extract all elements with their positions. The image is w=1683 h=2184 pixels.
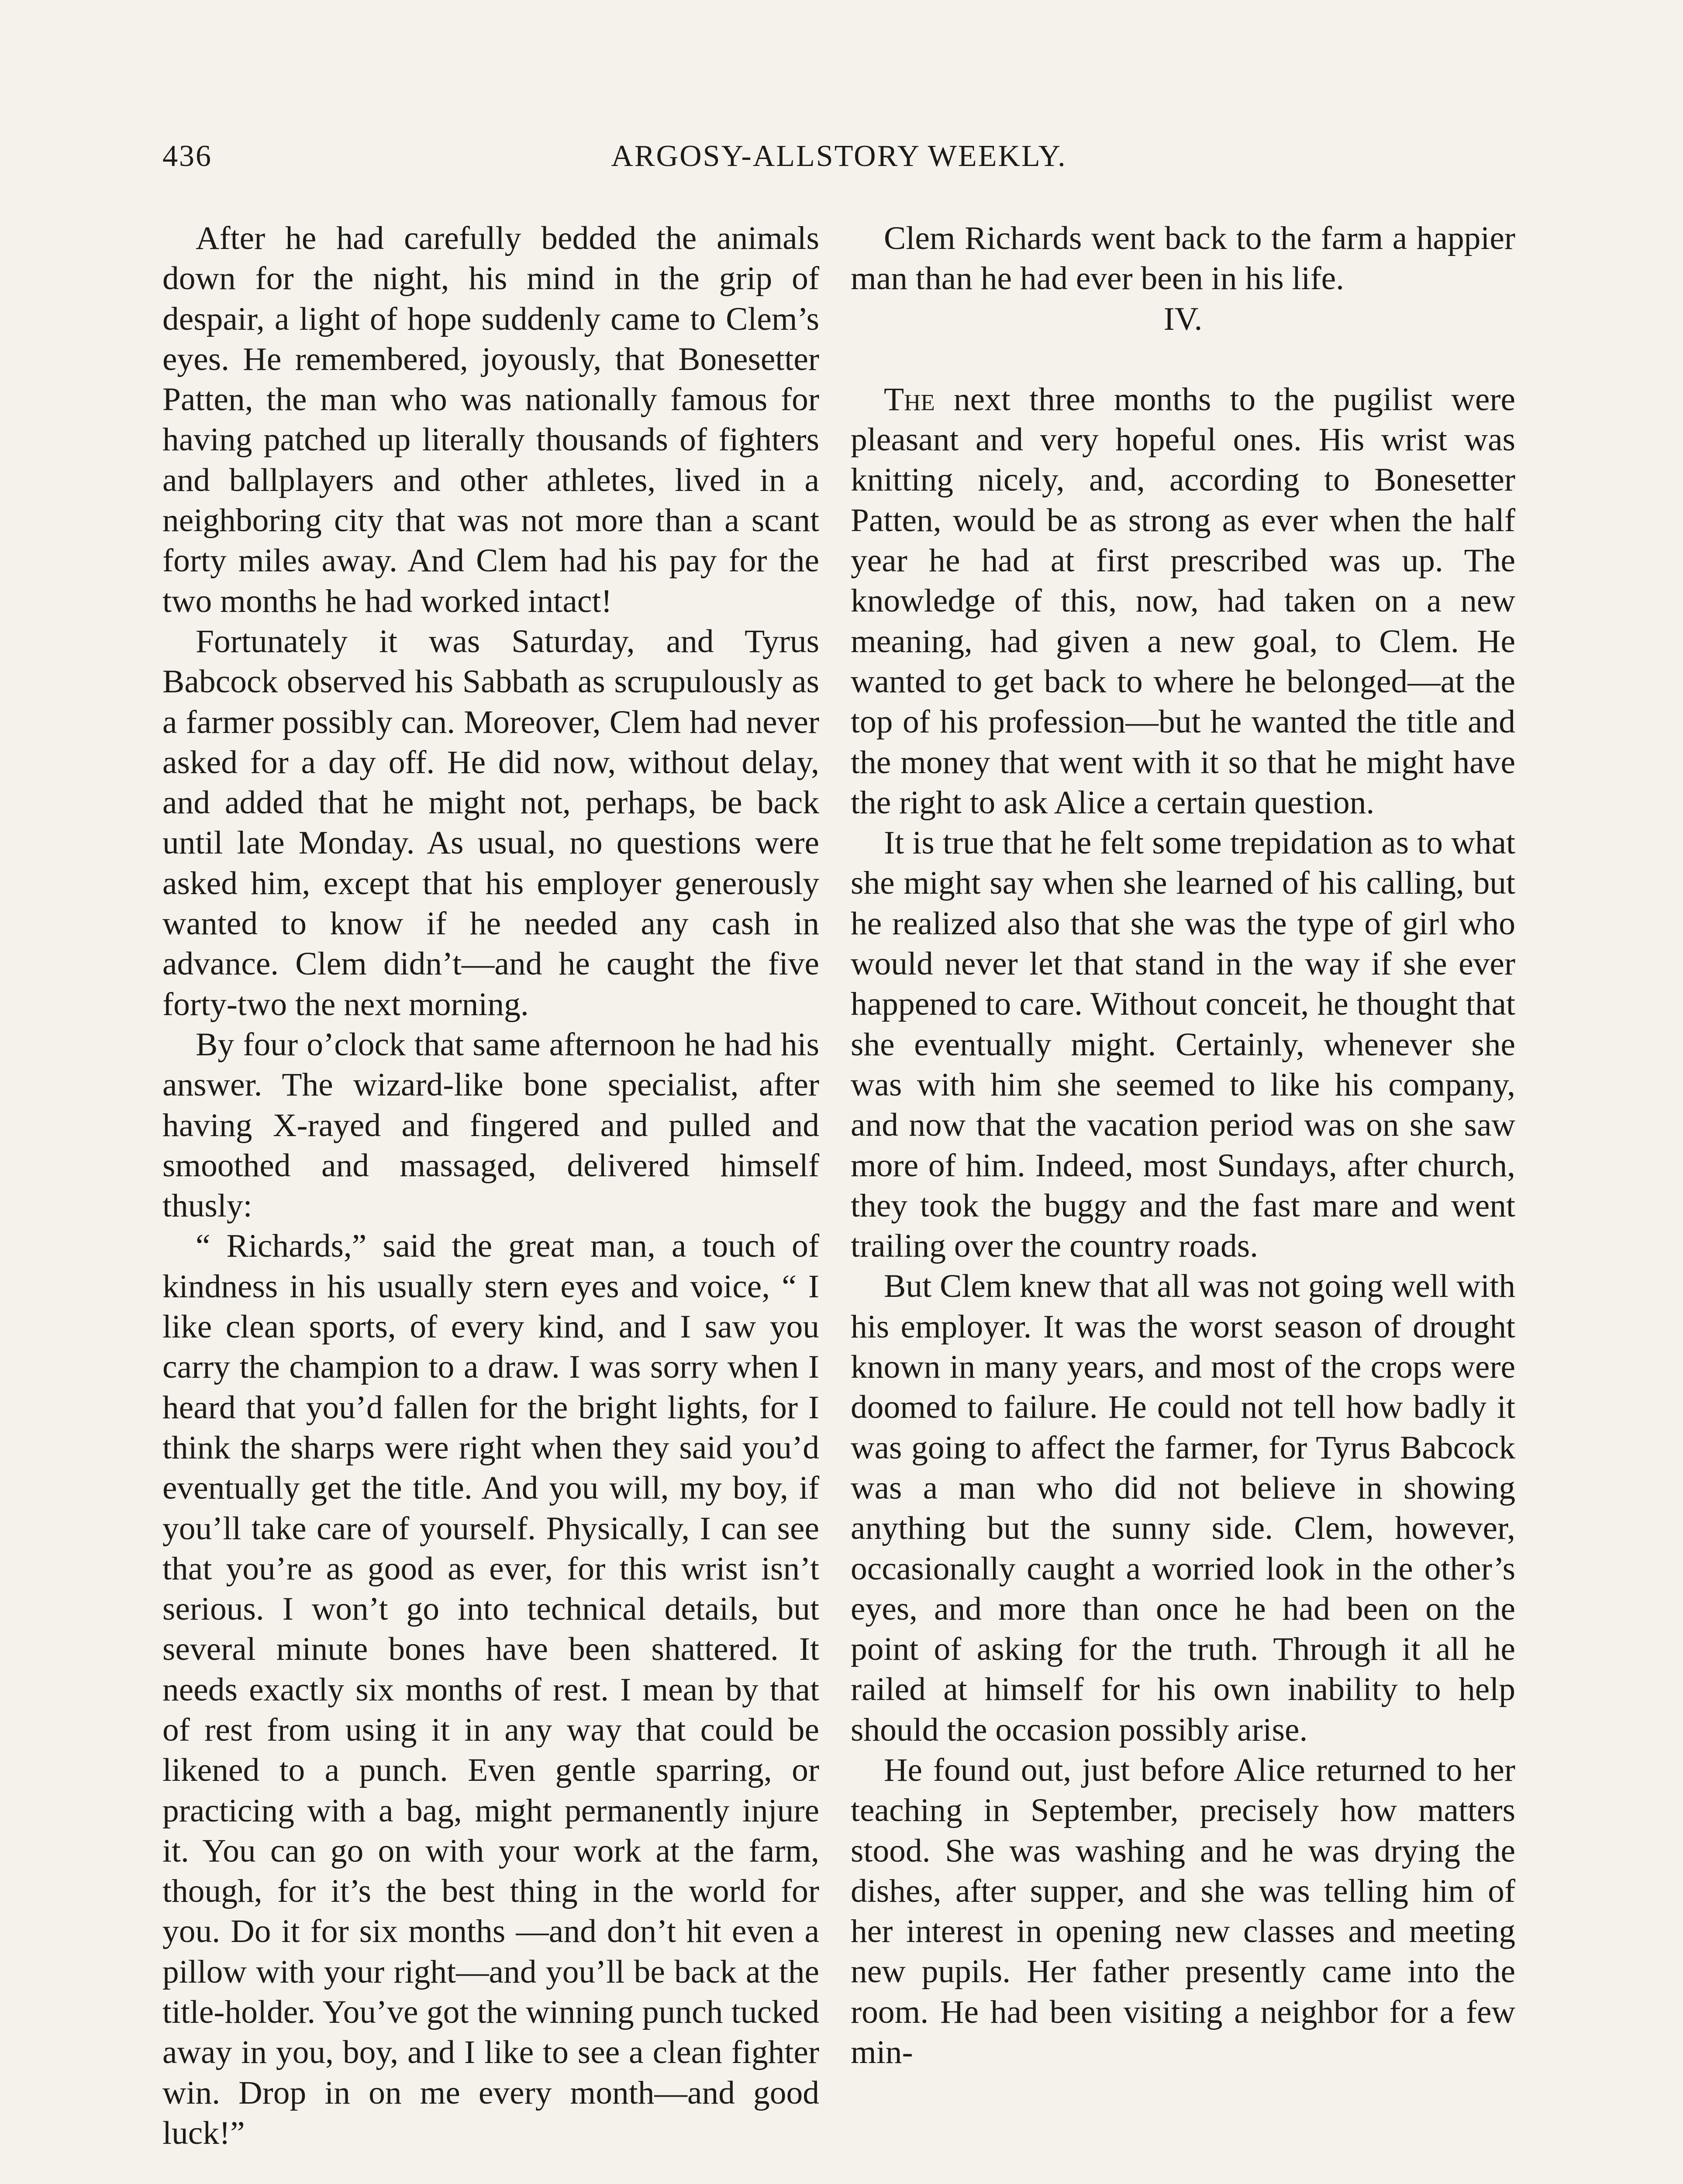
- running-title: ARGOSY-ALLSTORY WEEKLY.: [611, 139, 1067, 173]
- section-lead-word: The: [884, 381, 935, 418]
- body-paragraph: It is true that he felt some trepidation as to what she might say when she learned of his calling, but he realized also that she was the type of girl who would never let that stand in the way if she ever happened to care. Without conceit, he thought that she eventually might. Certainly, whenever she was with him she seemed to like his company, and now that the vacation period was on she saw more of him. Indeed, most Sundays, after church, they took the buggy and the fast mare and went trailing over the country roads.: [851, 825, 1515, 1265]
- body-paragraph: Fortunately it was Saturday, and Tyrus Babcock observed his Sabbath as scrupulously as a farmer possibly can. Moreover, Clem had never asked for a day off. He did now, without delay, and added that he might not, perhaps, be back until late Monday. As usual, no questions were asked him, except that his employer generously wanted to know if he needed any cash in advance. Clem didn’t—and he caught the five forty-two the next morning.: [162, 623, 819, 1023]
- body-paragraph: Clem Richards went back to the farm a happier man than he had ever been in his life.: [851, 220, 1515, 297]
- section-first-paragraph: [851, 380, 1515, 823]
- section-number: IV.: [1163, 301, 1203, 337]
- left-column: [162, 218, 819, 2153]
- right-column: [851, 218, 1515, 2073]
- body-paragraph: After he had carefully bedded the animals down for the night, his mind in the grip of despair, a light of hope suddenly came to Clem’s eyes. He remembered, joyously, that Bonesetter Patten, the man who was nationally famous for having patched up literally thousands of fighters and ballplayers and other athletes, lived in a neighboring city that was not more than a scant forty miles away. And Clem had his pay for the two months he had worked intact!: [162, 220, 819, 619]
- body-paragraph: “ Richards,” said the great man, a touch of kindness in his usually stern eyes and voice, “ I like clean sports, of every kind, and I saw you carry the champion to a draw. I was sorry when I heard that you’d fallen for the bright lights, for I think the sharps were right when they said you’d eventually get the title. And you will, my boy, if you’ll take care of yourself. Physically, I can see that you’re as good as ever, for this wrist isn’t serious. I won’t go into technical details, but several minute bones have been shattered. It needs exactly six months of rest. I mean by that of rest from using it in any way that could be likened to a punch. Even gentle sparring, or practicing with a bag, might permanently injure it. You can go on with your work at the farm, though, for it’s the best thing in the world for you. Do it for six months —and don’t hit even a pillow with your right—and you’ll be back at the title-holder. You’ve got the winning punch tucked away in you, boy, and I like to see a clean fighter win. Drop in on me every month—and good luck!”: [162, 1228, 819, 2151]
- body-paragraph: He found out, just before Alice returned to her teaching in September, precisely how matters stood. She was washing and he was drying the dishes, after supper, and she was telling him of her interest in opening new classes and meeting new pupils. Her father presently came into the room. He had been visiting a neighbor for a few min-: [851, 1752, 1515, 2071]
- body-paragraph: But Clem knew that all was not going well with his employer. It was the worst season of drought known in many years, and most of the crops were doomed to failure. He could not tell how badly it was going to affect the farmer, for Tyrus Babcock was a man who did not believe in showing anything but the sunny side. Clem, however, occasionally caught a worried look in the other’s eyes, and more than once he had been on the point of asking for the truth. Through it all he railed at himself for his own inability to help should the occasion possibly arise.: [851, 1268, 1515, 1748]
- body-paragraph: By four o’clock that same afternoon he had his answer. The wizard-like bone specialist, after having X-rayed and fingered and pulled and smoothed and massaged, delivered himself thusly:: [162, 1026, 819, 1224]
- page-number: 436: [162, 139, 212, 173]
- section-first-paragraph-text: next three months to the pugilist were pleasant and very hopeful ones. His wrist was knitting nicely, and, according to Bonesetter Patten, would be as strong as ever when the half year he had at first prescribed was up. The knowledge of this, now, had taken on a new meaning, had given a new goal, to Clem. He wanted to get back to where he belonged—at the top of his profession—but he wanted the title and the money that went with it so that he might have the right to ask Alice a certain question.: [851, 381, 1515, 821]
- page-header: [162, 139, 1515, 187]
